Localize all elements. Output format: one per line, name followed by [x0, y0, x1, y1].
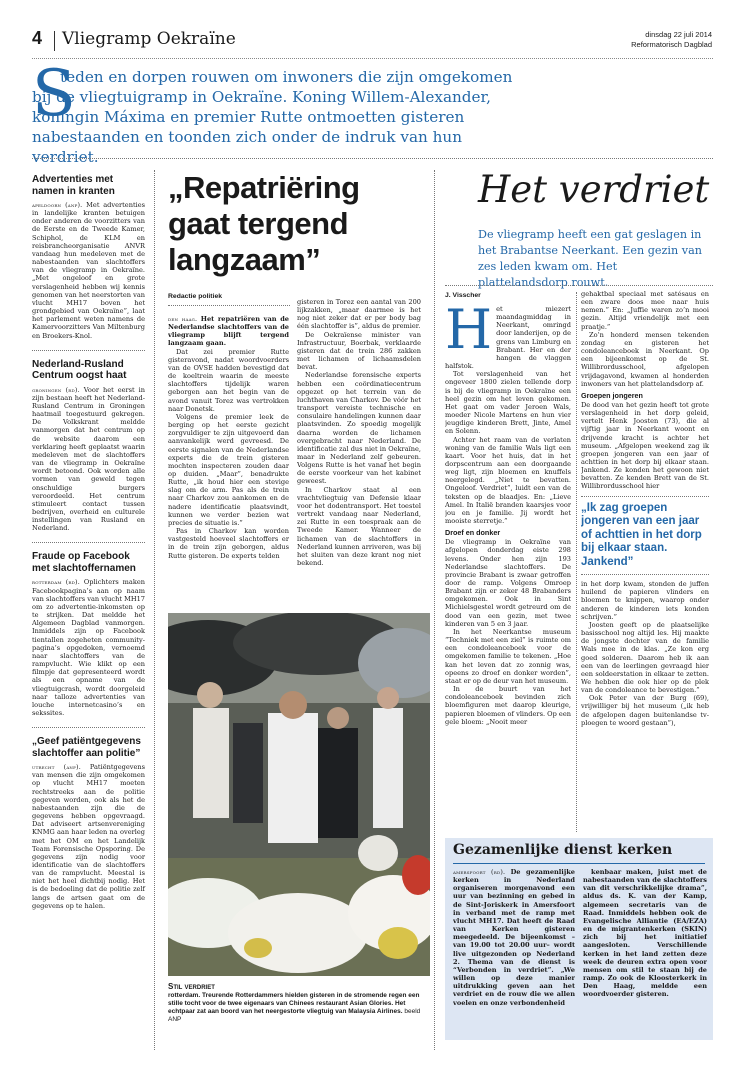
article-column-rule [434, 170, 435, 1050]
sidebar-dateline: rotterdam (rd). [32, 578, 80, 587]
intro-text: teden en dorpen rouwen om inwoners die zijn omgekomen bij de vliegtuigramp in Oekraïne. Koning Willem-Alexander, koningin Máxima en premier Rutte ontmoetten gisteren nabestaanden en toonden zich onder de indruk van hun verdriet. [32, 68, 513, 166]
article2-paragraph: De vliegramp in Oekraïne van afgelopen donderdag eiste 298 levens. Onder hen zijn 193 Nederlandse slachtoffers. De provincie Brabant is zwaar getroffen door de ramp. Volgens Omroep Brabant zijn er zeker 48 Brabanders omgekomen. Ook in Sint Michielsgestel wordt getreurd om de dood van een gezin, met twee kinderen van 5 en 3 jaar. [445, 538, 571, 628]
article1-byline-rule [168, 305, 290, 306]
sidebar-title: Fraude op Facebook met slachtoffernamen [32, 551, 136, 574]
photo-scene [168, 613, 430, 976]
sidebar [32, 174, 145, 1044]
box-dateline: amersfoort (rd). [453, 868, 506, 876]
article2-col2 [581, 290, 709, 835]
sidebar-item-4 [32, 736, 145, 910]
article1-paragraph: In Charkov staat al een vrachtvliegtuig van Defensie klaar voor het dodentransport. Het toestel vertrekt vandaag naar Nederland, zei Rutte in een toespraak aan de Tweede Kamer. Wanneer de lichamen van de slachtoffers in Nederland kunnen arriveren, was bij het sluiten van deze krant nog niet bekend. [297, 485, 421, 567]
page-number: 4 [32, 28, 43, 48]
article2-deck: De vliegramp heeft een gat geslagen in het Brabantse Neerkant. Een gezin van zes leden kwam om. Het plattelandsdorp rouwt. [478, 228, 702, 289]
article2-paragraph: Zo’n honderd mensen tekenden zondag en gisteren het condoleanceboek in Neerkant. Op een bijeenkomst op de St. Willibrordusschool, afgelopen vrijdagavond, kwamen al honderden inwoners van het plattelandsdorp af. [581, 330, 709, 388]
sidebar-title: Nederland-Rusland Centrum oogst haat [32, 358, 127, 382]
issue-date: dinsdag 22 juli 2014 [645, 30, 712, 39]
photo-caption [168, 982, 430, 1024]
article2-paragraph: In de buurt van het condoleanceboek bevinden zich bloemfiguren met daarop kleurige, papieren bloemen of vlinders. Op een gele bloem: „Nooit meer [445, 685, 571, 726]
box-title-rule [453, 863, 705, 864]
sidebar-item-3 [32, 551, 145, 717]
article2-paragraph: Achter het raam van de verlaten woning van de familie Wals ligt een kaart. Voor het huis, dat in het dorpscentrum aan een doorgaande weg ligt, zijn bloemen en knuffels neergelegd. „Niet te bevatten. Ongeloof. Verdriet”, luidt een van de teksten op de blaadjes. En: „Lieve Amel. In Italië branden kaarsjes voor jou en je familie. Jij wordt het mooiste sterretje.” [445, 435, 571, 526]
article2-paragraph: Ook Peter van der Burg (69), vrijwilliger bij het museum („ik heb de afgelopen dagen buitenlandse tv-ploegen te woord gestaan”), [581, 694, 709, 727]
sidebar-item-1 [32, 174, 145, 340]
article2-paragraph: In het Neerkantse museum “Techniek met een ziel” is ruimte om een condoleanceboek voor de omgekomen familie te tekenen. „Hoe kan het leven dat zo zonnig was, opeens zo droef en donker worden”, staat er op de deur van het museum. [445, 627, 571, 685]
article2-column-rule [576, 292, 577, 832]
sidebar-title: „Geef patiëntgegevens slachtoffer aan politie” [32, 736, 141, 759]
intro-block [32, 57, 713, 166]
article1-paragraph: De Oekraïense minister van Infrastructuur, Boerbak, verklaarde gisteren dat de trein 286 zakken met lichamen of lichaamsdelen bevat. [297, 330, 421, 372]
article1-paragraph: Nederlandse forensische experts hebben een coördinatiecentrum opgezet op het terrein van de luchthaven van Charkov. De vóór het transport vereiste technische en consulaire handelingen kunnen daar plaatsvinden. Zo spoedig mogelijk daarna worden de lichamen overgebracht naar Nederland. De identificatie zal dus niet in Oekraïne, maar in Nederland zelf gebeuren. Volgens Rutte is het vanaf het begin de eerste voorkeur van het kabinet geweest. [297, 371, 421, 486]
article2-subhead-1: Droef en donker [445, 528, 501, 538]
article2-paragraph: et miezert maandagmiddag in Neerkant, omringd door landerijen, op de grens van Limburg en Brabant. Her en der hangen de vlaggen halfstok. [445, 305, 571, 371]
caption-text [168, 992, 430, 1024]
paper-name: Reformatorisch Dagblad [631, 40, 712, 49]
article2-dropcap: H [445, 305, 493, 361]
caption-label: Stil verdriet [168, 982, 215, 991]
header-divider [54, 31, 55, 51]
caption-dateline: rotterdam. [168, 992, 201, 999]
article1-paragraph: Pas in Charkov kan worden vastgesteld hoeveel slachtoffers er in de trein zijn geborgen, aldus Rutte gisteren. De experts telden [168, 527, 289, 560]
article2-paragraph: in het dorp kwam, stonden de juffen huilend de papieren vlinders en bloemen te knippen, waarop onder anderen de kinderen iets konden schrijven.” [581, 580, 709, 621]
intro-dropcap: S [32, 57, 76, 131]
box-text-1: De gezamenlijke kerken in Nederland organiseren morgenavond een uur van bezinning en gebed in de Sint-Joriskerk in Amersfoort in verband met de ramp met vlucht MH17. Dat heeft de Raad van Kerken gisteren meegedeeld. De bijeenkomst – van 19.00 tot 20.00 uur– wordt live uitgezonden op Nederland 2. Thema van de dienst is “Verbonden in verdriet”. „We willen op deze manier uitdrukking geven aan het verdriet en de rouw die we allen voelen en onze verbondenheid [453, 868, 575, 1007]
box-title: Gezamenlijke dienst kerken [453, 842, 673, 858]
church-service-box [445, 838, 713, 1040]
sidebar-text: Patiëntgegevens van mensen die zijn omgekomen op vlucht MH17 moeten rechtstreeks aan de politie gegeven worden, ook als het de nabestaanden zijn die de gegevens hebben opgevraagd. Dat adviseert artsenvereniging KNMG aan haar leden na overleg met het OM en het Landelijk Team Forensische Opsporing. De gegevens zijn nodig voor identificatie van de slachtoffers van de rampvlucht. Meestal is niet het heel dichtbij nodig. Het is de bedoeling dat de politie zelf langs de artsen gaat om de gegevens op te halen. [32, 763, 145, 910]
article1-paragraph: Dat zei premier Rutte gisteravond, nadat woordvoerders van de OVSE hadden bevestigd dat de koeltrein waarin de meeste slachtoffers tijdelijk waren geborgen aan het begin van de avond vanuit Torez was vertrokken naar Donetsk. [168, 347, 289, 413]
caption-body: Treurende Rotterdammers hielden gisteren in de stromende regen een stille tocht voor de twee eigenaars van Chinees restaurant Asian Glories. Het echtpaar zat aan boord van het neergestorte vliegtuig van Malaysia Airlines. [168, 992, 420, 1015]
article2-byline: J. Visscher [445, 292, 481, 299]
sidebar-body [32, 763, 145, 910]
sidebar-divider [32, 542, 145, 543]
article1-headline: „Repatriëring gaat tergend langzaam” [168, 170, 360, 277]
box-col2 [583, 868, 707, 1036]
sidebar-body [32, 201, 145, 340]
article1-lead: Het repatriëren van de Nederlandse slachtoffers van de vliegramp blijft tergend langzaam gaan. [168, 315, 289, 348]
news-photo [168, 613, 430, 976]
sidebar-text: Oplichters maken Facebookpagina’s aan op naam van slachtoffers van vlucht MH17 om zo advertentie-inkomsten op te strijken. Dat meldde het Algemeen Dagblad vanmorgen. Inmiddels zijn op Facebook tientallen zogeheten community-pagina’s opgedoken, vernoemd naar slachtoffers van de rampvlucht. Wie klikt op een filmpje dat gepresenteerd wordt als een opname van de vliegtuigcrash, wordt doorgeleid naar talloze advertenties van louche internetcasino’s en sekssites. [32, 578, 146, 717]
sidebar-body [32, 578, 145, 717]
sidebar-dateline: utrecht (anp). [32, 763, 81, 772]
article1-col2 [297, 298, 421, 604]
article2-col1 [445, 305, 571, 835]
article2-subhead-2: Groepen jongeren [581, 390, 643, 400]
sidebar-body [32, 386, 145, 533]
sidebar-text: Met advertenties in landelijke kranten betuigen onder anderen de voorzitters van de Eerste en de Tweede Kamer, Schiphol, de KLM en reisbrancheorganisatie ANVR vandaag hun medeleven met de nabestaanden van slachtoffers van de vliegramp in Oekraïne. „Met ongeloof en grote verslagenheid hebben wij kennis genomen van het neerstorten van vlucht MH17 boven het grondgebied van Oekraïne”, laat het parlement weten namens de Kamervoorzitters Van Miltenburg en Broekers-Knol. [32, 201, 145, 340]
sidebar-dateline: apeldoorn (anp). [32, 201, 83, 209]
pull-quote-text: „Ik zag groepen jongeren van een jaar of achttien in het dorp bij elkaar staan. Jankend” [581, 501, 702, 568]
article2-deck-rule [445, 285, 713, 286]
article2-paragraph: De dood van het gezin heeft tot grote verslagenheid in het dorp geleid, vertelt Henk Joosten (73), die al vijftig jaar in Neerkant woont en drijvende kracht is achter het museum. „Afgelopen weekend zag ik groepen jongeren van een jaar of achttien in het dorp bij elkaar staan. Jankend. Ze konden het gewoon niet bevatten. Ze kenden Brett van de St. Willibrordusschool hier [581, 400, 709, 491]
article1-dateline: den haag. [168, 315, 198, 323]
article2-paragraph: Tot verslagenheid van het ongeveer 1800 zielen tellende dorp is bij de vliegramp in Oekraïne een heel gezin om het leven gekomen. Het gaat om vader Jeroen Wals, moeder Nicole Martens en hun vier jeugdige kinderen Brett, Jinte, Amel en Solenn. [445, 370, 571, 436]
sidebar-divider [32, 727, 145, 728]
article1-paragraph: Volgens de premier leek de berging op het eerste gezicht zorgvuldiger te zijn uitgevoerd dan aanvankelijk werd gevreesd. De eerste signalen van de Nederlandse experts die de trein gisteren mochten inspecteren zouden daar op duiden. „Maar”, benadrukte Rutte, „ik houd hier een stevige slag om de arm. Pas als de trein naar Charkov zou aankomen en de nadere identificatie plaatsvindt, kunnen we verder bezien wat precies de situatie is.” [168, 412, 289, 527]
article1-byline: Redactie politiek [168, 293, 223, 300]
sidebar-dateline: groningen (rd). [32, 385, 80, 394]
article2-headline: Het verdriet [478, 168, 710, 211]
sidebar-text: Voor het eerst in zijn bestaan heeft het Nederland-Rusland Centrum in Groningen haatmail toegestuurd gekregen. De Volkskrant meldde vanmorgen dat het centrum op de website daarom een verklaring heeft geplaatst waarin medeleven met de slachtoffers van de vliegramp in Oekraïne wordt betoond. Ook worden alle vormen van geweld tegen onschuldige burgers veroordeeld. Het centrum stimuleert contact tussen bedrijven, overheid en culturele instellingen van Rusland en Nederland. [32, 385, 145, 533]
intro-rule [32, 158, 713, 159]
page-header [32, 28, 712, 58]
article1-paragraph: gisteren in Torez een aantal van 200 lijkzakken, „maar daarmee is het nog niet zeker dat er per body bag één slachtoffer is”, aldus de premier. [297, 298, 421, 331]
box-text-2: kenbaar maken, juist met de nabestaanden van de slachtoffers van dit verschrikkelijke drama”, aldus ds. K. van der Kamp, algemeen secretaris van de Raad. Inmiddels hebben ook de Evangelische Alliantie (EA/EZA) en de migrantenkerken (SKIN) zich bij het initiatief aangesloten. Verschillende kerken in het land zetten deze week de deuren extra open voor mensen om stil te staan bij de ramp. Zo ook de Kloosterkerk in Den Haag, meldde een woordvoerder gisteren. [583, 868, 707, 999]
photo-credit: beeld ANP [168, 1008, 421, 1023]
pull-quote [581, 496, 709, 576]
sidebar-item-2 [32, 359, 145, 533]
sidebar-title: Advertenties met namen in kranten [32, 174, 115, 197]
section-title: Vliegramp Oekraïne [62, 29, 236, 49]
sidebar-column-rule [154, 170, 155, 1050]
article2-paragraph: gehaktbal speciaal met satésaus en een zware doos mee naar huis nemen.” En: „Juffie waren zo’n mooi gezin. Altijd vriendelijk met een praatje.” [581, 290, 709, 331]
box-col1 [453, 868, 575, 1036]
sidebar-divider [32, 350, 145, 351]
article1-col1 [168, 315, 289, 605]
article2-paragraph: Joosten geeft op de plaatselijke basisschool nog altijd les. Hij maakte de jongste dochter van de familie Wals mee in de klas. „Ze kon erg goed solderen. Daarom heb ik aan een van de leerlingen gevraagd hier een soldeerstation in elkaar te zetten. We hebben die ook hier op de plek van de condoleance te bevestigen.” [581, 620, 709, 695]
article1-lead-para [168, 315, 289, 348]
header-rule [32, 58, 713, 59]
